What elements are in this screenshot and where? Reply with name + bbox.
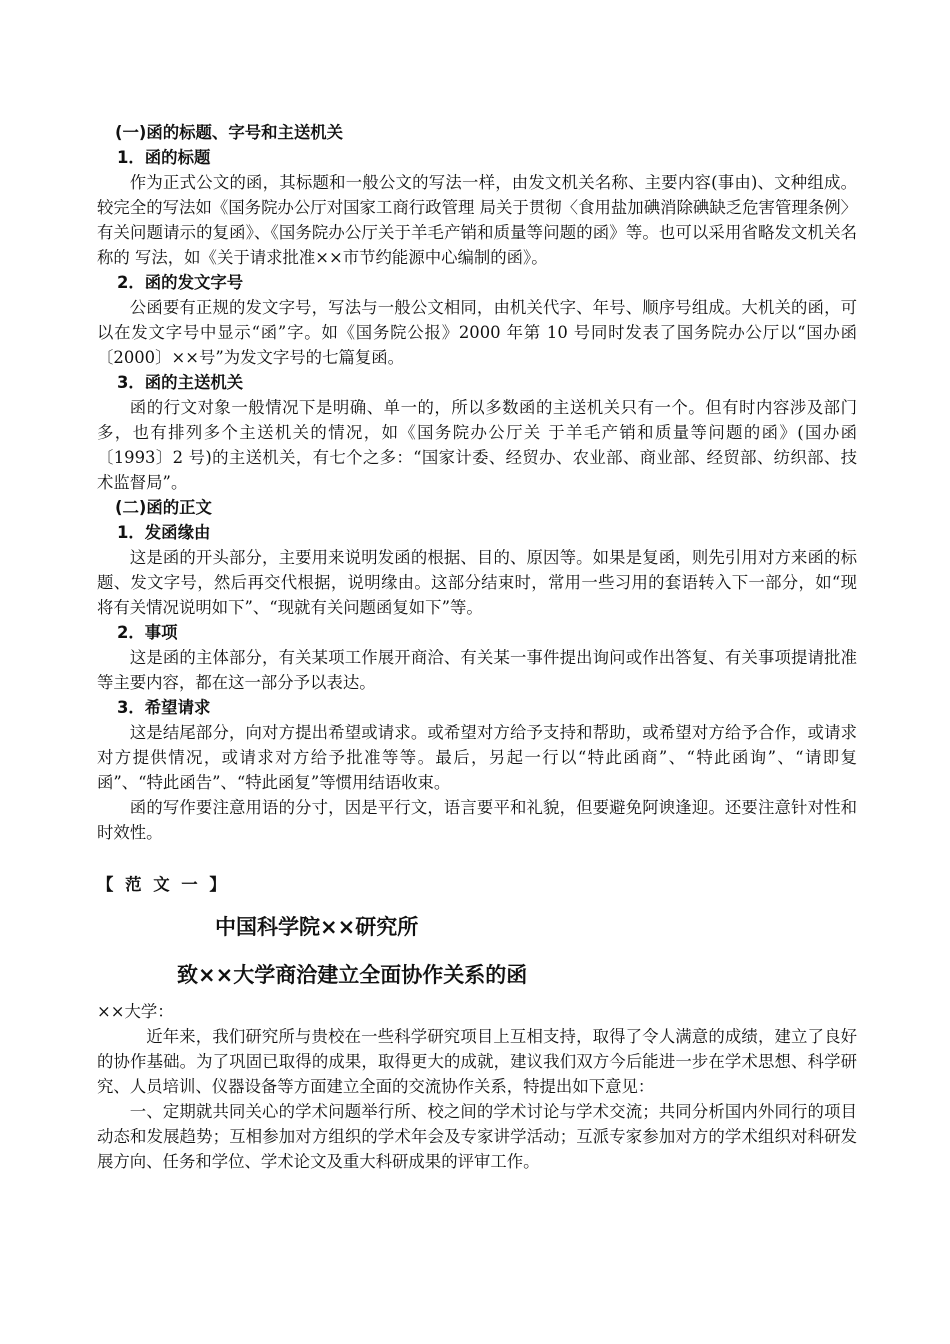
subsection-heading: 2．事项 bbox=[117, 623, 178, 642]
document-body bbox=[97, 120, 857, 1174]
paragraph: 公函要有正规的发文字号，写法与一般公文相同，由机关代字、年号、顺序号组成。大机关的函，可以在发文字号中显示“函”字。如《国务院公报》2000 年第 10 号同时发表了国务院办公厅以“国办函〔2000〕××号”为发文字号的七篇复函。 bbox=[97, 298, 857, 367]
subsection-heading: 2．函的发文字号 bbox=[117, 273, 244, 292]
section-heading: (一)函的标题、字号和主送机关 bbox=[115, 123, 344, 142]
section-heading: (二)函的正文 bbox=[115, 498, 212, 517]
example-title-line2: 致××大学商洽建立全面协作关系的函 bbox=[177, 963, 528, 987]
subsection-heading: 3．希望请求 bbox=[117, 698, 211, 717]
paragraph: 这是函的主体部分，有关某项工作展开商洽、有关某一事件提出询问或作出答复、有关事项提请批准等主要内容，都在这一部分予以表达。 bbox=[97, 648, 857, 692]
letter-paragraph: 一、定期就共同关心的学术问题举行所、校之间的学术讨论与学术交流；共同分析国内外同行的项目动态和发展趋势；互相参加对方组织的学术年会及专家讲学活动；互派专家参加对方的学术组织对科研发展方向、任务和学位、学术论文及重大科研成果的评审工作。 bbox=[97, 1102, 857, 1171]
paragraph: 这是结尾部分，向对方提出希望或请求。或希望对方给予支持和帮助，或希望对方给予合作，或请求对方提供情况，或请求对方给予批准等等。最后，另起一行以“特此函商”、“特此函询”、“请即复函”、“特此函告”、“特此函复”等惯用结语收束。 bbox=[97, 723, 857, 792]
letter-body bbox=[97, 999, 857, 1174]
letter-salutation: ××大学： bbox=[97, 1002, 174, 1021]
paragraph: 这是函的开头部分，主要用来说明发函的根据、目的、原因等。如果是复函，则先引用对方来函的标题、发文字号，然后再交代根据，说明缘由。这部分结束时，常用一些习用的套语转入下一部分，如“现将有关情况说明如下”、“现就有关问题函复如下”等。 bbox=[97, 548, 857, 617]
subsection-heading: 1．发函缘由 bbox=[117, 523, 211, 542]
paragraph: 作为正式公文的函，其标题和一般公文的写法一样，由发文机关名称、主要内容(事由)、文种组成。较完全的写法如《国务院办公厅对国家工商行政管理 局关于贯彻〈食用盐加碘消除碘缺乏危害管理条例〉有关问题请示的复函》、《国务院办公厅关于羊毛产销和质量等问题的函》等。也可以采用省略发文机关名称的 写法，如《关于请求批准××市节约能源中心编制的函》。 bbox=[97, 173, 857, 267]
example-label: 【 范 文 一 】 bbox=[97, 875, 229, 894]
example-title-line1: 中国科学院××研究所 bbox=[215, 915, 419, 939]
subsection-heading: 1．函的标题 bbox=[117, 148, 211, 167]
paragraph: 函的写作要注意用语的分寸，因是平行文，语言要平和礼貌，但要避免阿谀逢迎。还要注意针对性和时效性。 bbox=[97, 798, 857, 842]
letter-paragraph: 近年来，我们研究所与贵校在一些科学研究项目上互相支持，取得了令人满意的成绩，建立了良好的协作基础。为了巩固已取得的成果，取得更大的成就，建议我们双方今后能进一步在学术思想、科学研究、人员培训、仪器设备等方面建立全面的交流协作关系，特提出如下意见： bbox=[97, 1027, 857, 1096]
paragraph: 函的行文对象一般情况下是明确、单一的，所以多数函的主送机关只有一个。但有时内容涉及部门多，也有排列多个主送机关的情况，如《国务院办公厅关 于羊毛产销和质量等问题的函》(国办函〔1993〕2 号)的主送机关，有七个之多：“国家计委、经贸办、农业部、商业部、经贸部、纺织部、技术监督局”。 bbox=[97, 398, 857, 492]
subsection-heading: 3．函的主送机关 bbox=[117, 373, 244, 392]
